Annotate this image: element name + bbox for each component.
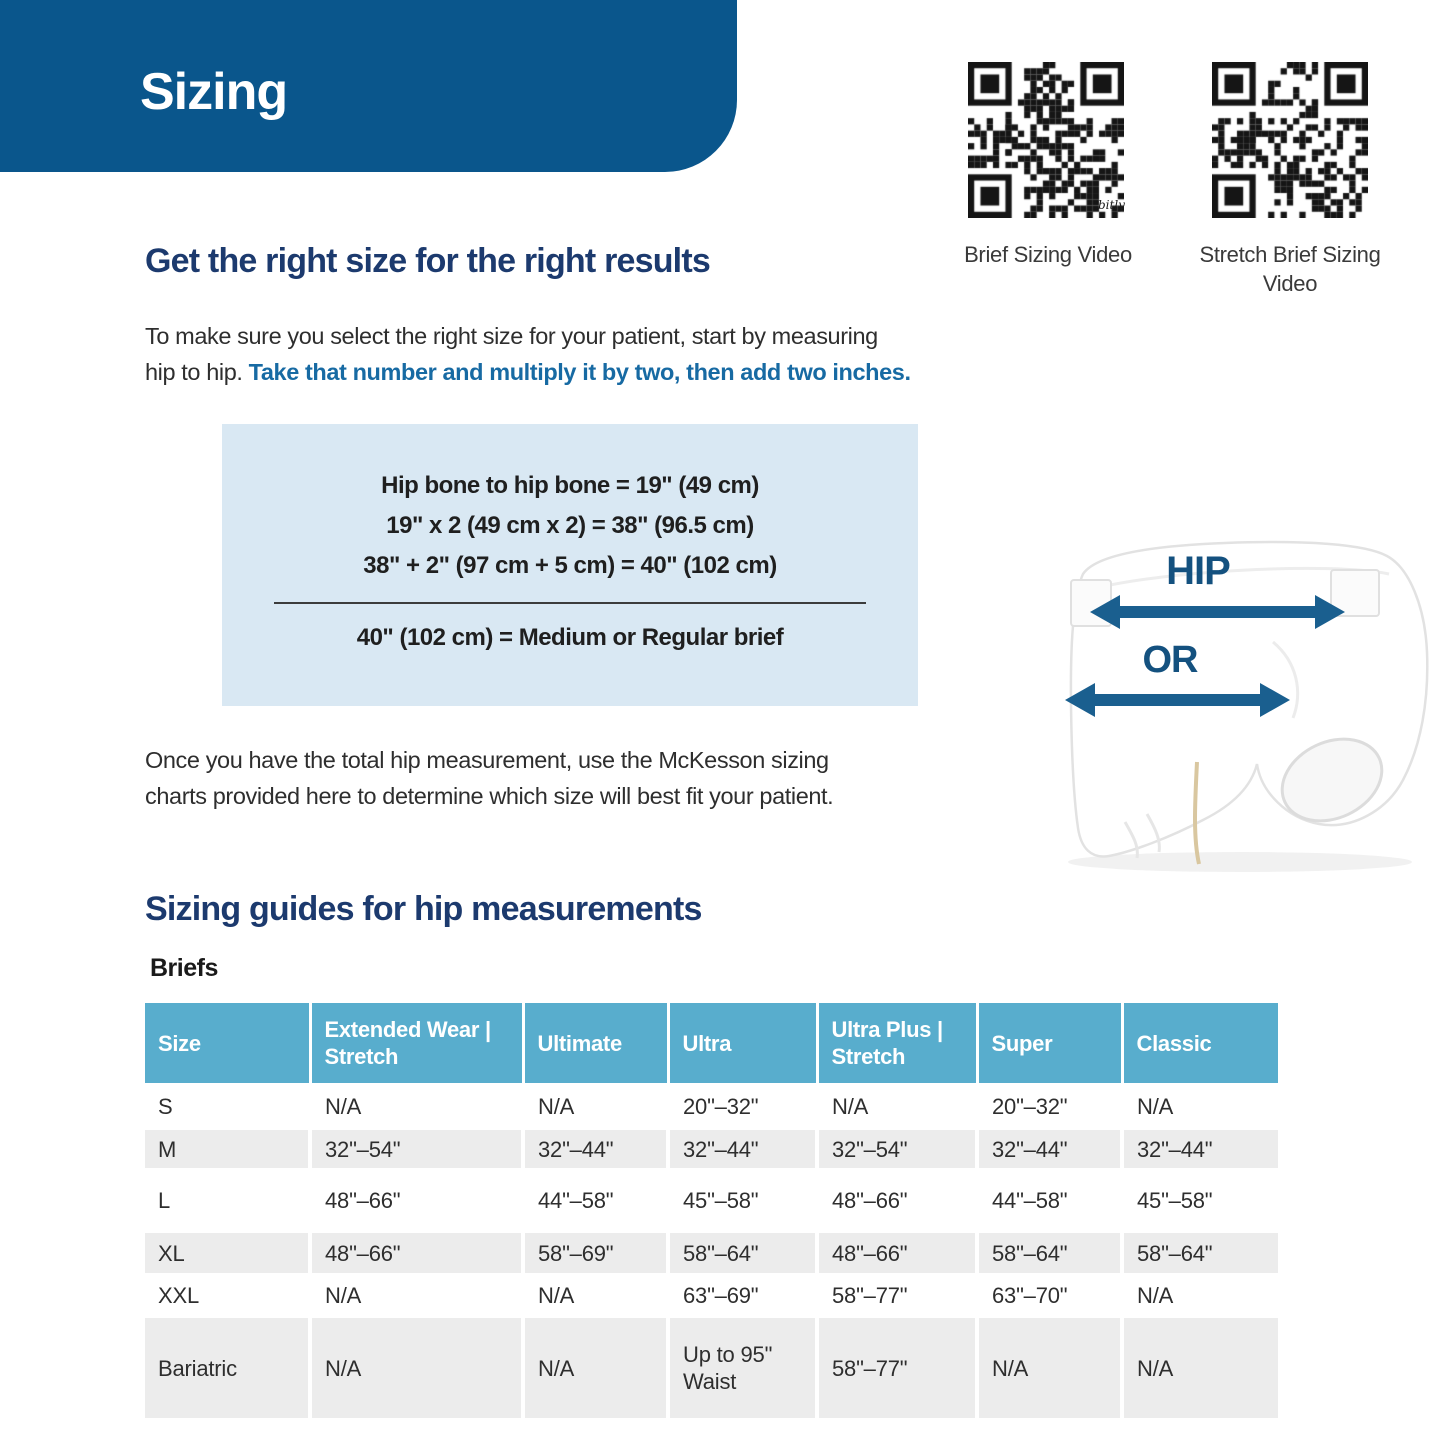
cell: 58"–69" [523, 1233, 668, 1273]
outro-line2: charts provided here to determine which size will best fit your patient. [145, 783, 834, 809]
intro-line1: To make sure you select the right size for your patient, start by measuring [145, 323, 878, 349]
cell: N/A [977, 1318, 1122, 1418]
cell: 32"–54" [310, 1130, 523, 1168]
calc-result-size-regular: Regular [641, 624, 728, 651]
qr-code-image [968, 62, 1124, 218]
cell: 45"–58" [1122, 1168, 1278, 1233]
qr-stretch-brief-sizing-video [1212, 62, 1368, 218]
table-row-l [145, 1168, 1278, 1233]
cell: Up to 95" Waist [668, 1318, 817, 1418]
cell: 32"–44" [977, 1130, 1122, 1168]
cell: N/A [310, 1273, 523, 1318]
col-header-ultimate: Ultimate [523, 1003, 668, 1083]
cell: 44"–58" [523, 1168, 668, 1233]
col-header-extended-wear-stretch: Extended Wear | Stretch [310, 1003, 523, 1083]
table-header-row [145, 1003, 1278, 1083]
table-row-m [145, 1130, 1278, 1168]
cell: 48"–66" [817, 1168, 977, 1233]
intro-paragraph [145, 318, 1075, 390]
outro-line1: Once you have the total hip measurement, use the McKesson sizing [145, 747, 829, 773]
calc-result-suffix: brief [727, 624, 784, 651]
cell: 58"–77" [817, 1318, 977, 1418]
cell: 45"–58" [668, 1168, 817, 1233]
cell: M [158, 1136, 177, 1162]
or-label: OR [1142, 639, 1198, 681]
cell: Bariatric [158, 1355, 237, 1381]
intro-emphasis: Take that number and multiply it by two, then add two inches. [248, 359, 911, 385]
intro-line2: hip to hip. [145, 359, 249, 385]
cell: 20"–32" [977, 1083, 1122, 1130]
calculation-example-box [222, 424, 918, 706]
cell: 32"–44" [523, 1130, 668, 1168]
cell: S [158, 1094, 173, 1119]
cell: XL [158, 1240, 185, 1266]
cell: 20"–32" [668, 1083, 817, 1130]
cell: N/A [523, 1318, 668, 1418]
brief-measurement-diagram [1035, 522, 1445, 872]
page-banner [0, 0, 737, 172]
outro-paragraph [145, 742, 1075, 814]
cell: 58"–77" [817, 1273, 977, 1318]
cell: 58"–64" [1122, 1233, 1278, 1273]
col-header-ultra: Ultra [668, 1003, 817, 1083]
cell: 58"–64" [668, 1233, 817, 1273]
cell: XXL [158, 1283, 199, 1308]
cell: N/A [310, 1083, 523, 1130]
cell: N/A [523, 1273, 668, 1318]
cell: N/A [1122, 1083, 1278, 1130]
cell: N/A [817, 1083, 977, 1130]
cell: 48"–66" [310, 1168, 523, 1233]
cell: 32"–44" [1122, 1130, 1278, 1168]
calc-line-1: Hip bone to hip bone = 19" (49 cm) [381, 472, 759, 499]
cell: 48"–66" [310, 1233, 523, 1273]
cell: 48"–66" [817, 1233, 977, 1273]
calc-result-line [222, 618, 918, 658]
cell: 32"–44" [668, 1130, 817, 1168]
col-header-classic: Classic [1122, 1003, 1278, 1083]
cell: 32"–54" [817, 1130, 977, 1168]
cell: N/A [523, 1083, 668, 1130]
calc-result-prefix: 40" (102 cm) = [356, 624, 519, 651]
cell: L [158, 1188, 171, 1213]
cell: N/A [1122, 1273, 1278, 1318]
calc-line-3: 38" + 2" (97 cm + 5 cm) = 40" (102 cm) [363, 552, 777, 579]
bitly-watermark: bitly [1098, 198, 1125, 212]
cell: 44"–58" [977, 1168, 1122, 1233]
col-header-super: Super [977, 1003, 1122, 1083]
qr-brief-sizing-video [968, 62, 1124, 218]
qr-caption-brief: Brief Sizing Video [964, 242, 1132, 267]
col-header-size: Size [145, 1003, 310, 1083]
calc-divider [274, 602, 866, 604]
cell: 63"–69" [668, 1273, 817, 1318]
briefs-label: Briefs [150, 954, 218, 982]
calc-result-size-medium: Medium [518, 624, 607, 651]
col-header-ultra-plus-stretch: Ultra Plus | Stretch [817, 1003, 977, 1083]
qr-caption-stretch-brief: Stretch Brief Sizing Video [1199, 242, 1381, 296]
page-title: Sizing [140, 63, 288, 121]
cell: N/A [310, 1318, 523, 1418]
table-row-bariatric [145, 1318, 1278, 1418]
calc-line-2: 19" x 2 (49 cm x 2) = 38" (96.5 cm) [386, 512, 754, 539]
table-row-xxl [145, 1273, 1278, 1318]
cell: 58"–64" [977, 1233, 1122, 1273]
cell: N/A [1122, 1318, 1278, 1418]
briefs-sizing-table [145, 1003, 1278, 1418]
table-row-xl [145, 1233, 1278, 1273]
intro-heading: Get the right size for the right results [145, 242, 710, 280]
calc-result-or: or [606, 624, 642, 651]
hip-label: HIP [1166, 549, 1230, 593]
table-section-heading: Sizing guides for hip measurements [145, 890, 702, 928]
table-row-s [145, 1083, 1278, 1130]
brief-shadow [1068, 852, 1412, 872]
qr-code-image [1212, 62, 1368, 218]
cell: 63"–70" [977, 1273, 1122, 1318]
